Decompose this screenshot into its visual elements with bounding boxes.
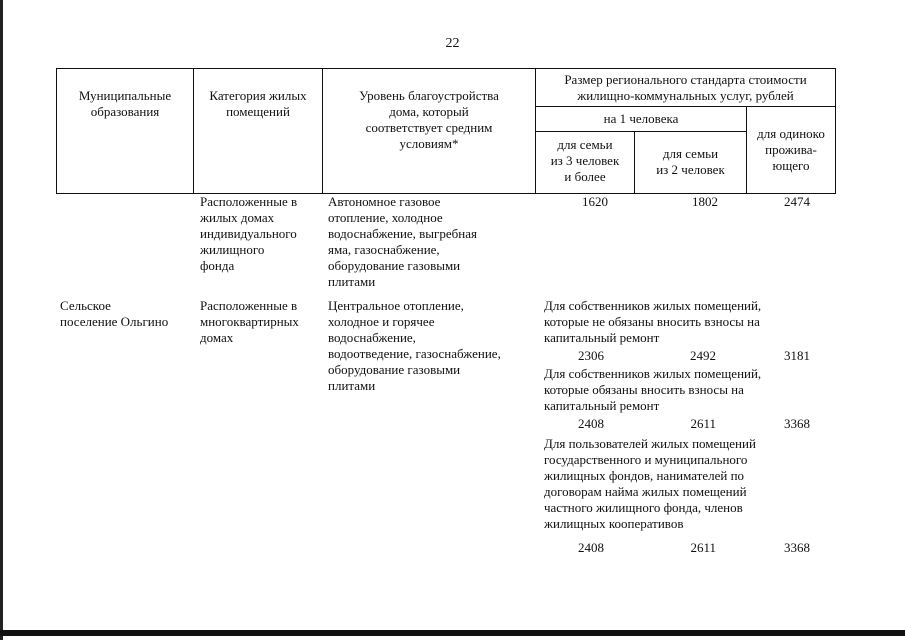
header-category: Категория жилых помещений (209, 88, 307, 119)
row2-municipality: Сельское поселение Ольгино (60, 298, 169, 329)
group2-value-family3: 2408 (578, 416, 604, 431)
row1-value-family3: 1620 (582, 194, 608, 209)
group1-value-single: 3181 (784, 348, 810, 363)
table-top-border (56, 68, 836, 69)
group1-value-family2: 2492 (690, 348, 716, 363)
row1-level: Автономное газовое отопление, холодное водоснабжение, выгребная яма, газоснабжение, оборудование газовыми плитами (328, 194, 477, 289)
col3-border (322, 68, 323, 193)
col6-border (746, 106, 747, 193)
row2-level: Центральное отопление, холодное и горячее водоснабжение, водоотведение, газоснабжение, оборудование газовыми плитами (328, 298, 501, 393)
group3-description: Для пользователей жилых помещений государственного и муниципального жилищных фондов, нанимателей по договорам найма жилых помещений частного жилищного фонда, членов жилищных кооперативов (544, 436, 756, 531)
header-family3: для семьи из 3 человек и более (550, 137, 620, 184)
header-family2: для семьи из 2 человек (656, 146, 725, 177)
header-municipality: Муниципальные образования (78, 88, 172, 119)
col2-border (193, 68, 194, 193)
col4-border (535, 68, 536, 193)
group2-value-family2: 2611 (690, 416, 716, 431)
group1-description: Для собственников жилых помещений, которые не обязаны вносить взносы на капитальный ремонт (544, 298, 762, 345)
header-level: Уровень благоустройства дома, который соответствует средним условиям* (359, 88, 499, 151)
row2-category: Расположенные в многоквартирных домах (200, 298, 299, 345)
group2-value-single: 3368 (784, 416, 810, 431)
group1-value-family3: 2306 (578, 348, 604, 363)
group3-value-single: 3368 (784, 540, 810, 555)
row1-value-single: 2474 (784, 194, 810, 209)
per-person-divider (535, 131, 746, 132)
row1-value-family2: 1802 (692, 194, 718, 209)
page-number: 22 (445, 36, 460, 51)
size-title-divider (535, 106, 836, 107)
header-size-title: Размер регионального стандарта стоимости жилищно-коммунальных услуг, рублей (564, 72, 807, 103)
group2-description: Для собственников жилых помещений, которые обязаны вносить взносы на капитальный ремонт (544, 366, 762, 413)
header-per-person: на 1 человека (603, 111, 679, 126)
group3-value-family2: 2611 (690, 540, 716, 555)
table-left-border (56, 68, 57, 193)
row1-category: Расположенные в жилых домах индивидуального жилищного фонда (200, 194, 298, 273)
scan-edge (0, 0, 3, 640)
col5-border (634, 131, 635, 193)
scan-bottom-edge (0, 630, 905, 636)
header-single: для одиноко прожива- ющего (757, 126, 825, 173)
group3-value-family3: 2408 (578, 540, 604, 555)
table-right-border (835, 68, 836, 193)
